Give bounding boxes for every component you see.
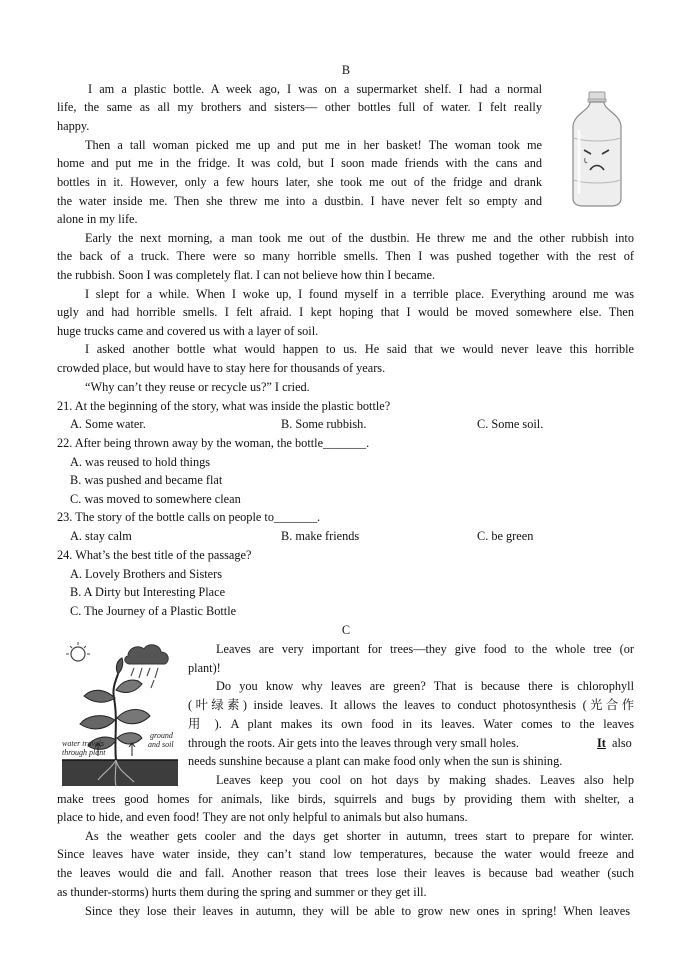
passage-c-line: place to hide, and even food! They are not only helpful to animals but also humans. [57,810,468,824]
passage-c-line [188,734,634,752]
passage-b-line: life, the same as all my brothers and sisters— other bottles full of water. I felt really [57,100,542,114]
question-21-option-a[interactable]: A. Some water. [70,417,146,431]
passage-c-line: Since they lose their leaves in autumn, they will be able to grow new ones in spring! When leaves [85,904,630,918]
passage-c-line: make trees good homes for animals, like birds, squirrels and bugs by providing them with shelter, a [57,792,634,806]
passage-b-line: huge trucks came and covered us with a layer of soil. [57,324,319,338]
question-22-stem: 22. After being thrown away by the woman, the bottle_______. [57,436,370,450]
passage-b-line: Then a tall woman picked me up and put me in her basket! The woman took me [85,138,542,152]
question-21-option-b[interactable]: B. Some rubbish. [281,417,367,431]
passage-c-line: plant)! [188,661,221,675]
question-22-option-a[interactable]: A. was reused to hold things [70,455,211,469]
plant-illustration [58,640,182,788]
figure-label-ground: ground [150,731,173,740]
passage-b-line: I asked another bottle what would happen to us. He said that we would never leave this horrible [85,342,634,356]
section-c-heading: C [341,623,351,637]
passage-c-line: Leaves are very important for trees—they give food to the whole tree (or [216,642,634,656]
passage-b-line: bottles in it. However, only a few hours later, she took me out of the fridge and drank [57,175,542,189]
question-24-stem: 24. What’s the best title of the passage? [57,548,252,562]
question-21-option-c[interactable]: C. Some soil. [477,417,544,431]
figure-label-water: water travels [62,739,104,748]
question-23-option-c[interactable]: C. be green [477,529,534,543]
section-b-heading: B [341,63,351,77]
passage-b-line: Early the next morning, a man took me out of the dustbin. He threw me and the other rubbish into [85,231,634,245]
passage-c-line: (叶绿素) inside leaves. It allows the leaves to conduct photosynthesis (光合作 [188,698,634,712]
passage-b-line: crowded place, but would have to stay here for thousands of years. [57,361,386,375]
passage-b-line: home and put me in the fridge. It was cold, but I soon made friends with the cans and [57,156,542,170]
passage-c-line: the leaves would die and fall. Another reason that trees lose their leaves is because bad weather (such [57,866,634,880]
question-23-option-b[interactable]: B. make friends [281,529,360,543]
figure-label-soil: and soil [148,740,174,749]
passage-b-line: I slept for a while. When I woke up, I found myself in a terrible place. Everything around me was [85,287,634,301]
passage-b-line: happy. [57,119,90,133]
question-23-option-a[interactable]: A. stay calm [70,529,132,543]
emphasized-word-it: It [597,736,606,750]
passage-c-line: needs sunshine because a plant can make food only when the sun is shining. [188,754,563,768]
passage-b-line: alone in my life. [57,212,138,226]
passage-b-line: the back of a truck. There were so many horrible smells. Then I was pushed together with the rest of [57,249,634,263]
passage-c-line: As the weather gets cooler and the days get shorter in autumn, trees start to prepare for winter. [85,829,634,843]
passage-c-line: Do you know why leaves are green? That is because there is chlorophyll [216,679,634,693]
question-24-option-a[interactable]: A. Lovely Brothers and Sisters [70,567,222,581]
question-21-stem: 21. At the beginning of the story, what was inside the plastic bottle? [57,399,391,413]
passage-c-line: Leaves keep you cool on hot days by making shades. Leaves also help [216,773,634,787]
plastic-bottle-illustration [565,90,627,208]
figure-label-plant: through plant [62,748,106,757]
passage-b-line: the rubbish. Soon I was completely flat. I can not believe how thin I became. [57,268,436,282]
passage-c-line: Since leaves have water inside, they can’t stand low temperatures, because the water would freeze and [57,847,634,861]
question-24-option-b[interactable]: B. A Dirty but Interesting Place [70,585,226,599]
passage-b-line: ugly and had horrible smells. I felt afraid. I kept hoping that I would be moved somewhere else. Then [57,305,634,319]
passage-b-line: the water inside me. Then she threw me into a dustbin. I have never felt so empty and [57,194,542,208]
passage-b-line: “Why can’t they reuse or recycle us?” I cried. [85,380,310,394]
passage-c-line: as thunder-storms) hurts them during the spring and summer or they get ill. [57,885,427,899]
question-22-option-b[interactable]: B. was pushed and became flat [70,473,223,487]
passage-c-text: also [612,736,632,750]
question-24-option-c[interactable]: C. The Journey of a Plastic Bottle [70,604,237,618]
question-22-option-c[interactable]: C. was moved to somewhere clean [70,492,241,506]
passage-c-line: 用 ). A plant makes its own food in its leaves. Water comes to the leaves [188,717,634,731]
passage-c-text: through the roots. Air gets into the leaves through very small holes. [188,736,519,750]
passage-b-line: I am a plastic bottle. A week ago, I was on a supermarket shelf. I had a normal [88,82,542,96]
question-23-stem: 23. The story of the bottle calls on people to_______. [57,510,321,524]
